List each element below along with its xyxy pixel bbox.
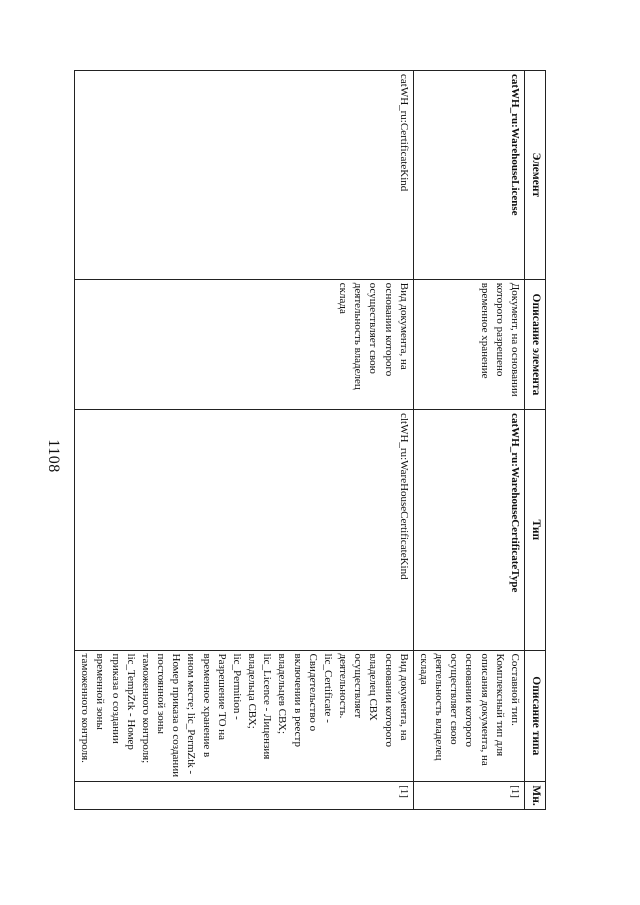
cell-multiplicity: [1] (413, 782, 524, 810)
header-type-description: Описание типа (525, 650, 546, 782)
header-type: Тип (525, 410, 546, 650)
cell-type-description: Составной тип. Комплексный тип для описания документа, на основании которого осуществляет свою деятельность владелец склада (413, 650, 524, 782)
header-element-description: Описание элемента (525, 279, 546, 409)
cell-element-description: Вид документа, на основании которого осуществляет свою деятельность владелец склада (75, 279, 414, 409)
table-header-row (525, 71, 546, 810)
cell-multiplicity: [1] (75, 782, 414, 810)
cell-type: catWH_ru:WarehouseCertificateType (413, 410, 524, 650)
spec-table-container (79, 70, 546, 810)
cell-type: cltWH_ru:WareHouseCertificateKind (75, 410, 414, 650)
cell-element: catWH_ru:WarehouseLicense (413, 71, 524, 280)
header-element: Элемент (525, 71, 546, 280)
cell-type-description: Вид документа, на основании которого владелец СВХ осуществляет деятельность. lic_Certificate - Свидетельство о включении в реестр владельцев СВХ; lic_Licence - Лицензия владельца СВХ; lic_Permition - Разрешение ТО на временное хранение в ином месте; lic_PermZtk - Номер приказа о создании постоянной зоны таможенного контроля; lic_TempZtk - Номер приказа о создании временной зоны таможенного контроля. (75, 650, 414, 782)
cell-element: catWH_ru:CertificateKind (75, 71, 414, 280)
table-row (413, 71, 524, 810)
page-number: 1108 (45, 439, 62, 473)
header-multiplicity: Мн. (525, 782, 546, 810)
table-row (75, 71, 414, 810)
cell-element-description: Документ, на основании которого разрешено временное хранение (413, 279, 524, 409)
spec-table (74, 70, 546, 810)
